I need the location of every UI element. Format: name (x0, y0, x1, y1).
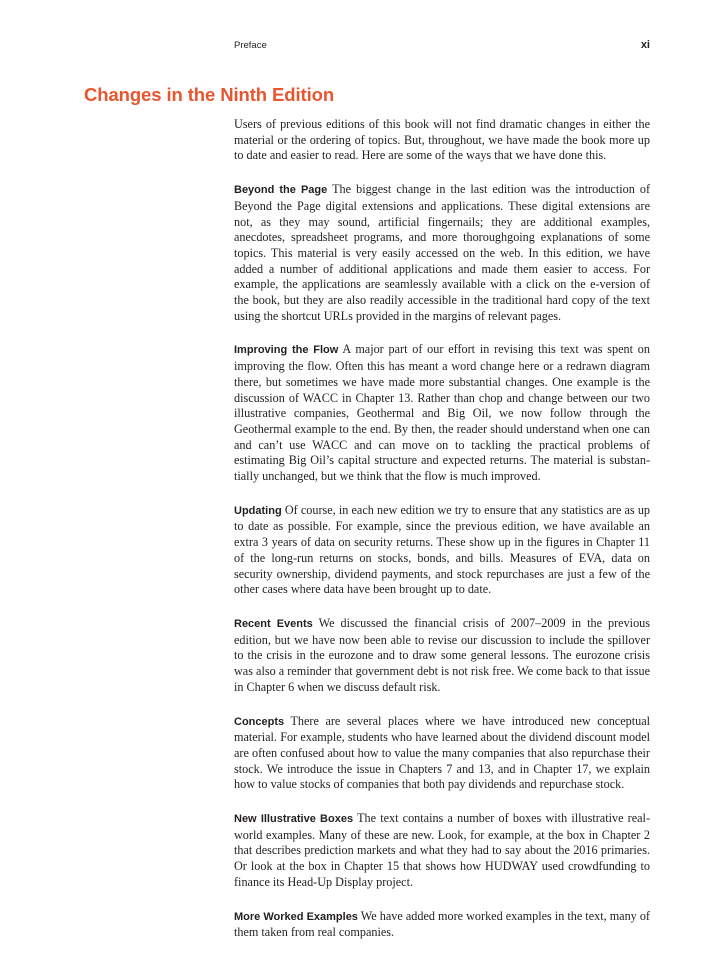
paragraph-text: We have added more worked examples in the text, many of them taken from real companies. (234, 908, 650, 940)
paragraph-more-worked-examples (234, 909, 650, 941)
paragraph-improving-the-flow (234, 342, 650, 484)
body-text (234, 117, 650, 959)
paragraph-updating (234, 503, 650, 598)
running-head-section: Preface (234, 40, 267, 51)
paragraph-beyond-the-page (234, 182, 650, 324)
run-in-heading: Updating (234, 504, 282, 517)
paragraph-text: There are several places where we have introduced new conceptual material. For example, students who have learned about the dividend discount model are often confused about how to value the many companies that also repurchase their stock. We introduce the issue in Chapters 7 and 13, and in Chapter 17, we explain how to value stocks of companies that both pay dividends and repurchase stock. (234, 713, 650, 792)
page-number: xi (640, 39, 650, 51)
paragraph-text: We discussed the financial crisis of 2007–2009 in the previous edition, but we have now been able to revise our discussion to include the spillover to the crisis in the eurozone and to draw some general lessons. The eurozone crisis was also a reminder that government debt is not risk free. We come back to that issue in Chapter 6 when we discuss default risk. (234, 615, 650, 694)
intro-paragraph: Users of previous editions of this book will not find dramatic changes in either the material or the ordering of topics. But, throughout, we have made the book more up to date and easier to read. Here are some of the ways that we have done this. (234, 117, 650, 163)
paragraph-recent-events (234, 616, 650, 696)
paragraph-new-illustrative-boxes (234, 811, 650, 891)
paragraph-text: Of course, in each new edition we try to ensure that any statistics are as up to date as possible. For example, since the previous edition, we have available an extra 3 years of data on security returns. These show up in the figures in Chapter 11 of the long-run returns on stocks, bonds, and bills. Measures of EVA, data on security ownership, dividend payments, and stock repurchases are just a few of the other cases where data have been brought up to date. (234, 502, 651, 597)
run-in-heading: More Worked Examples (234, 910, 358, 923)
running-head (234, 40, 650, 54)
run-in-heading: Concepts (234, 715, 285, 728)
paragraph-text: The biggest change in the last edition was the introduction of Beyond the Page digital extensions and applications. These digital extensions are not, as they may sound, artificial fingernails; they are additional examples, anecdotes, spreadsheet programs, and more thoroughgoing explanations of some topics. This material is very easily accessed on the web. In this edition, we have added a number of additional applications and made them easier to access. For example, the applications are seamlessly available with a click on the e-version of the book, but they are also readily accessible in the traditional hard copy of the text using the shortcut URLs provided in the margins of relevant pages. (234, 182, 651, 323)
run-in-heading: Recent Events (234, 617, 313, 630)
paragraph-text: The text contains a number of boxes with illustrative real-world examples. Many of these are new. Look, for example, at the box in Chapter 2 that describes prediction markets and what they had to say about the 2016 primaries. Or look at the box in Chapter 15 that shows how HUDWAY used crowdfunding to finance its Head-Up Display project. (234, 811, 650, 889)
paragraph-text: A major part of our effort in revising this text was spent on improving the flow. Often this has meant a word change here or a redrawn diagram there, but sometimes we have made more substantial changes. One example is the discussion of WACC in Chapter 13. Rather than chop and change between our two illustrative companies, Geothermal and Big Oil, we now follow through the Geothermal example to the end. By then, the reader should understand when one can and can’t use WACC and can move on to tackling the practical problems of estimating Big Oil’s capital structure and expected returns. The material is substantially unchanged, but we think that the flow is much improved. (234, 342, 650, 484)
paragraph-concepts (234, 714, 650, 794)
section-heading: Changes in the Ninth Edition (84, 84, 335, 105)
run-in-heading: Beyond the Page (234, 184, 328, 197)
run-in-heading: New Illustrative Boxes (234, 813, 354, 826)
run-in-heading: Improving the Flow (234, 344, 339, 357)
